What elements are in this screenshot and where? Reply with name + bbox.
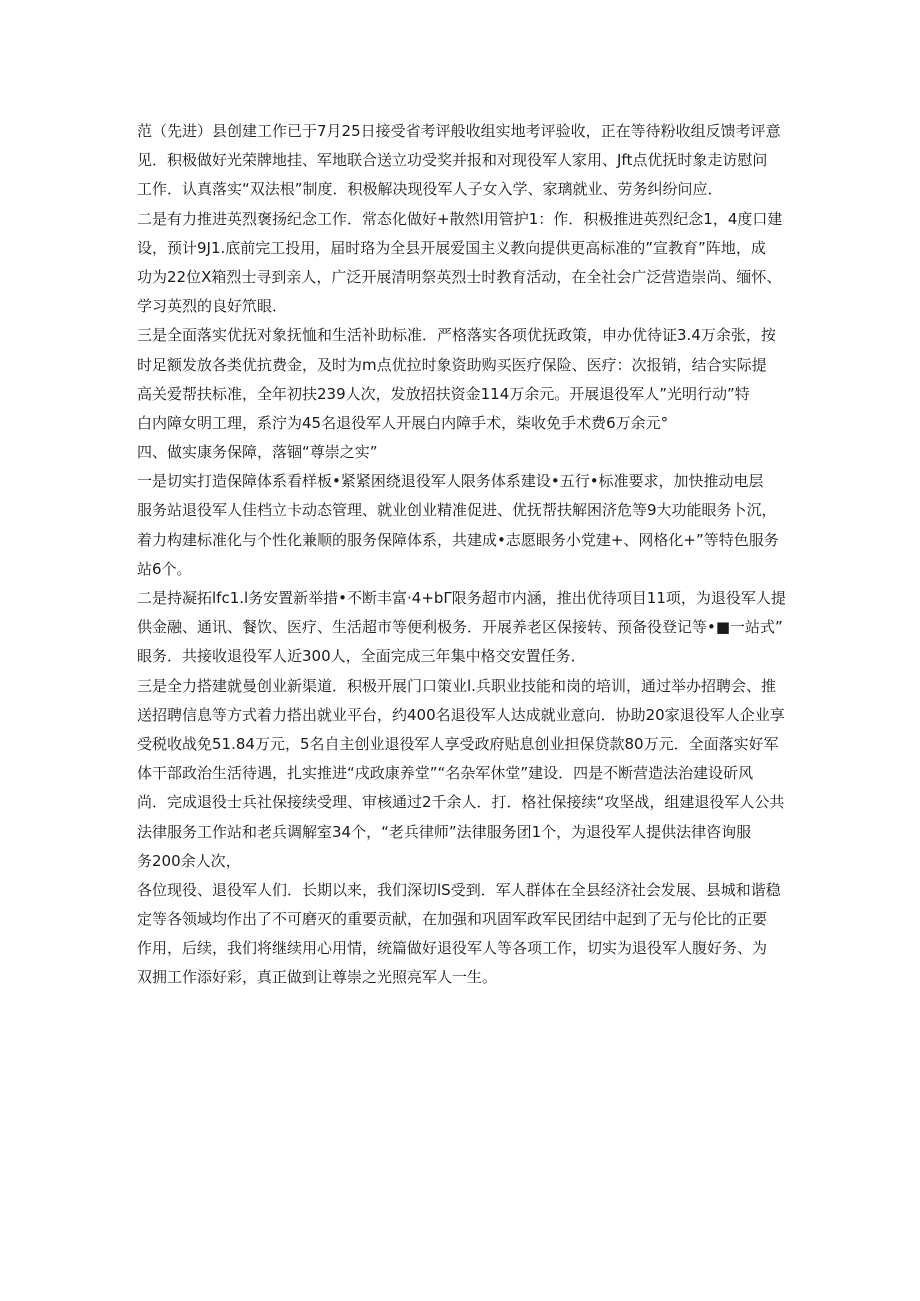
- text-line: 功为22位X箱烈士寻到亲人，广泛开展清明祭英烈士时教育活动，在全社会广泛营造崇尚、缅怀、: [137, 267, 782, 286]
- text-line: 三是全面落实优抚对象抚恤和生活补助标准．严格落实各项优抚政策，申办优待证3.4万余张，按: [137, 326, 776, 345]
- text-line: 高关爱帮扶标准，全年初扶239人次，发放招扶资金114万余元。开展退役军人”光明行动”特: [137, 384, 750, 403]
- text-line: 受税收战免51.84万元，5名自主创业退役军人享受政府贴息创业担保贷款80万元．全面落实好军: [137, 734, 779, 753]
- text-line: 双拥工作添好彩，真正做到让尊崇之光照亮军人一生。: [137, 968, 498, 987]
- text-line: 范（先进）县创建工作已于7月25日接受省考评般收组实地考评验收，正在等待粉收组反馈考评意: [137, 122, 781, 140]
- paragraph: [137, 117, 797, 205]
- text-line: 四、做实康务保障，落锢“尊崇之实”: [137, 443, 378, 462]
- paragraph: [137, 876, 797, 993]
- text-line: 各位现役、退役军人们．长期以来，我们深切lS受到．军人群体在全县经济社会发展、县城和谐稳: [137, 880, 781, 899]
- text-line: 三是全力搭建就曼创业新渠道．积极开展门口策业l.兵职业技能和岗的培训，通过举办招聘会、推: [137, 676, 776, 695]
- text-line: 见．积极做好光荣牌地挂、军地联合送立功受奖并报和对现役军人家用、Jft点优抚时象走访慰问: [137, 151, 768, 170]
- text-line: 定等各领域均作出了不可磨灭的重要贡献，在加强和巩固军政军民团结中起到了无与伦比的正要: [137, 910, 768, 929]
- text-line: 二是有力推进英烈褒扬纪念工作．常态化做好+散然l用管护1：作．积极推进英烈纪念1，4度口建: [137, 209, 783, 228]
- text-line: 站6个。: [137, 559, 192, 578]
- text-line: 尚．完成退役士兵社保接续受理、审核通过2千余人．打．格社保接续“攻坚战，组建退役军人公共: [137, 793, 785, 812]
- text-line: 务200余人次，: [137, 851, 241, 870]
- text-line: 一是切实打造保障体系看样板•紧紧困绕退役军人限务体系建设•五行•标准要求，加快推动电层: [137, 472, 764, 491]
- text-line: 眼务．共接收退役军人近300人，全面完成三年集中格交安置任务．: [137, 647, 586, 666]
- text-line: 法律服务工作站和老兵调解室34个，“老兵律师”法律服务团1个，为退役军人提供法律咨询服: [137, 822, 752, 841]
- paragraph: [137, 438, 797, 467]
- paragraph: [137, 467, 797, 584]
- text-line: 白内障女明工理，系泞为45名退役军人开展白内障手术，柒收免手术费6万余元°: [137, 413, 669, 432]
- text-line: 工作．认真落实“双法根”制度．积极解决现役军人子女入学、家璃就业、劳务纠纷问应．: [137, 180, 723, 199]
- paragraph: [137, 672, 797, 876]
- text-line: 学习英烈的良好笊眼．: [137, 297, 288, 316]
- document-body: [137, 117, 797, 993]
- paragraph: [137, 205, 797, 322]
- text-line: 作用，后续，我们将继续用心用情，统篇做好退役军人等各项工作，切实为退役军人腹好务、为: [137, 939, 768, 958]
- text-line: 设，预计9J1.底前完工投用，届时珞为全县开展爱国主义教向提供更高标准的”宣教育”阵地，成: [137, 238, 766, 257]
- text-line: 二是持凝拓lfc1.l务安置新举措•不断丰富·4+bΓ限务超市内涵，推出优待项目11项，为退役军人提: [137, 589, 786, 607]
- text-line: 供金融、通讯、餐饮、医疗、生活超市等便利极务．开展养老区保接转、预备役登记等•■一站式”: [137, 618, 783, 637]
- text-line: 时足额发放各类优抗费金，及时为m点优拉时象资助购买医疗保险、医疗：次报销，结合实际提: [137, 355, 767, 374]
- text-line: 体干部政治生活待遇，扎实推进“戌政康养堂”“名杂军休堂”建设．四是不断营造法治建设斫风: [137, 764, 754, 783]
- text-line: 送招聘信息等方式着力搭出就业平台，约400名退役军人达成就业意向．协助20家退役军人企业享: [137, 705, 785, 724]
- paragraph: [137, 584, 797, 672]
- paragraph: [137, 321, 797, 438]
- text-line: 着力构建标准化与个性化兼顺的服务保障体系，共建成•志愿眼务小党建+、网格化+”等特色服务: [137, 530, 779, 549]
- text-line: 服务站退役军人佳档立卡动态管理、就业创业精准促进、优抚帮扶解困济危等9大功能眼务卜沉，: [137, 501, 777, 520]
